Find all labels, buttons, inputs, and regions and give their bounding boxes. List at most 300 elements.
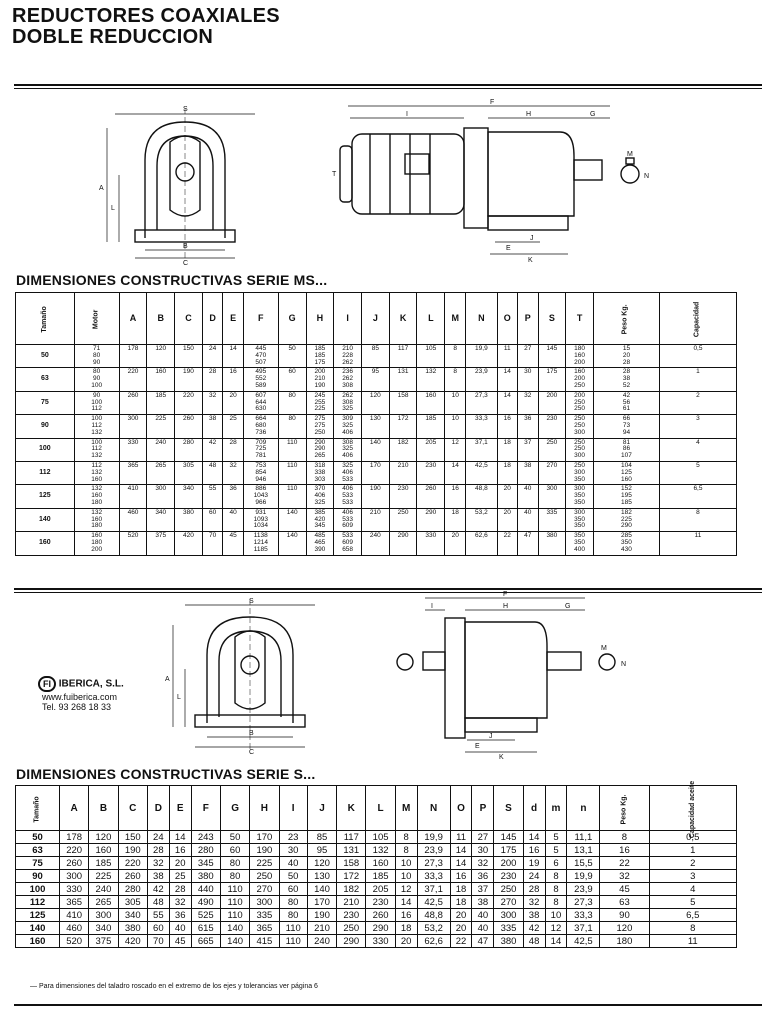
table-cell: 60 — [147, 922, 169, 935]
table-cell: 16 — [450, 870, 472, 883]
table-cell: 440 — [191, 883, 220, 896]
table-cell: 190 — [175, 368, 203, 391]
column-header: E — [223, 293, 243, 345]
table-cell: 38 — [523, 909, 545, 922]
column-header: Capacidad — [659, 293, 736, 345]
table-cell: 533 609 658 — [334, 532, 362, 555]
table-cell: 90 — [16, 415, 75, 438]
table-cell: 66 73 94 — [593, 415, 659, 438]
table-row — [16, 896, 737, 909]
table-cell: 172 — [337, 870, 366, 883]
table-cell: 305 — [175, 461, 203, 484]
table-cell: 0,5 — [649, 831, 737, 844]
table-cell: 190 — [307, 909, 336, 922]
table-row — [16, 415, 737, 438]
table-cell: 95 — [361, 368, 389, 391]
table-cell: 19,9 — [466, 345, 497, 368]
table-cell: 150 — [175, 345, 203, 368]
table-cell: 32 — [518, 391, 538, 414]
table-cell: 53,2 — [417, 922, 450, 935]
table-cell: 290 — [337, 935, 366, 948]
ms-section-title: DIMENSIONES CONSTRUCTIVAS SERIE MS... — [16, 272, 328, 288]
table-cell: 140 — [16, 922, 60, 935]
table-cell: 140 — [361, 438, 389, 461]
table-cell: 50 — [16, 345, 75, 368]
table-cell: 158 — [337, 857, 366, 870]
table-cell: 32 — [523, 896, 545, 909]
table-cell: 365 — [250, 922, 279, 935]
table-cell: 16 — [395, 909, 417, 922]
table-cell: 8 — [445, 368, 466, 391]
table-cell: 415 — [250, 935, 279, 948]
table-cell: 30 — [279, 844, 307, 857]
table-cell: 0,5 — [659, 345, 736, 368]
column-header: K — [389, 293, 417, 345]
table-row — [16, 909, 737, 922]
table-cell: 90 — [600, 909, 649, 922]
table-cell: 406 533 533 — [334, 485, 362, 508]
table-row — [16, 870, 737, 883]
column-header: T — [566, 293, 594, 345]
column-header: F — [191, 786, 220, 831]
table-cell: 105 — [366, 831, 395, 844]
table-cell: 42 — [147, 883, 169, 896]
table-cell: 15,5 — [567, 857, 600, 870]
table-cell: 170 — [250, 831, 279, 844]
table-cell: 131 — [389, 368, 417, 391]
table-cell: 11 — [659, 532, 736, 555]
table-cell: 38 — [147, 870, 169, 883]
dim-label: J — [530, 235, 534, 242]
table-cell: 62,6 — [417, 935, 450, 948]
dim-label: H — [526, 111, 532, 118]
table-cell: 185 — [366, 870, 395, 883]
table-cell: 182 — [389, 438, 417, 461]
table-cell: 75 — [16, 857, 60, 870]
column-header: O — [497, 293, 517, 345]
table-cell: 90 100 112 — [74, 391, 119, 414]
table-cell: 485 465 390 — [306, 532, 334, 555]
table-cell: 270 — [538, 461, 566, 484]
table-cell: 182 225 290 — [593, 508, 659, 531]
table-cell: 48,8 — [466, 485, 497, 508]
table-cell: 185 — [147, 391, 175, 414]
table-row — [16, 508, 737, 531]
table-cell: 225 — [89, 870, 118, 883]
table-cell: 225 — [147, 415, 175, 438]
table-cell: 160 — [147, 368, 175, 391]
table-cell: 132 — [366, 844, 395, 857]
table-cell: 150 — [118, 831, 147, 844]
table-cell: 130 — [361, 415, 389, 438]
table-cell: 340 — [175, 485, 203, 508]
table-cell: 230 — [389, 485, 417, 508]
table-cell: 110 — [220, 896, 249, 909]
table-cell: 6 — [545, 857, 567, 870]
table-cell: 520 — [119, 532, 147, 555]
s-front-view-drawing — [165, 595, 325, 755]
column-header: S — [538, 293, 566, 345]
table-cell: 160 — [16, 935, 60, 948]
table-cell: 110 — [279, 922, 307, 935]
table-cell: 5 — [659, 461, 736, 484]
table-cell: 225 — [250, 857, 279, 870]
table-cell: 125 — [16, 909, 60, 922]
table-cell: 265 — [89, 896, 118, 909]
table-cell: 308 325 406 — [334, 438, 362, 461]
table-cell: 230 — [538, 415, 566, 438]
table-cell: 117 — [389, 345, 417, 368]
dim-label: N — [621, 661, 627, 668]
table-cell: 280 — [191, 844, 220, 857]
column-header: P — [472, 786, 494, 831]
table-cell: 10 — [545, 909, 567, 922]
table-cell: 40 — [472, 909, 494, 922]
table-cell: 10 — [445, 391, 466, 414]
column-header: m — [545, 786, 567, 831]
table-cell: 32 — [169, 896, 191, 909]
dim-label: E — [475, 743, 480, 750]
table-cell: 45 — [600, 883, 649, 896]
dim-label: A — [99, 185, 104, 192]
dim-label: H — [503, 603, 509, 610]
table-cell: 30 — [472, 844, 494, 857]
table-cell: 36 — [169, 909, 191, 922]
table-cell: 200 — [494, 857, 523, 870]
table-row — [16, 438, 737, 461]
table-cell: 13,1 — [567, 844, 600, 857]
table-cell: 23 — [279, 831, 307, 844]
table-cell: 23,9 — [567, 883, 600, 896]
table-cell: 520 — [60, 935, 89, 948]
table-row — [16, 532, 737, 555]
table-cell: 380 — [175, 508, 203, 531]
table-cell: 180 160 200 — [566, 345, 594, 368]
table-cell: 38 — [202, 415, 222, 438]
table-cell: 38 — [518, 461, 538, 484]
table-row — [16, 857, 737, 870]
table-cell: 120 — [307, 857, 336, 870]
table-cell: 140 — [307, 883, 336, 896]
table-cell: 410 — [119, 485, 147, 508]
column-header: B — [147, 293, 175, 345]
table-cell: 80 — [278, 391, 306, 414]
table-cell: 158 — [389, 391, 417, 414]
table-cell: 190 — [250, 844, 279, 857]
table-cell: 40 — [279, 857, 307, 870]
table-cell: 365 — [60, 896, 89, 909]
column-header: B — [89, 786, 118, 831]
table-cell: 220 — [118, 857, 147, 870]
table-cell: 290 — [417, 508, 445, 531]
table-cell: 300 — [119, 415, 147, 438]
table-cell: 105 — [417, 345, 445, 368]
table-cell: 28 — [169, 883, 191, 896]
table-cell: 14 — [223, 345, 243, 368]
table-cell: 110 — [278, 438, 306, 461]
table-row — [16, 922, 737, 935]
table-cell: 27,3 — [417, 857, 450, 870]
dim-label: M — [601, 645, 607, 652]
table-cell: 8 — [445, 345, 466, 368]
table-cell: 2 — [659, 391, 736, 414]
table-cell: 160 — [366, 857, 395, 870]
table-cell: 5 — [649, 896, 737, 909]
table-cell: 270 — [250, 883, 279, 896]
table-cell: 525 — [191, 909, 220, 922]
table-cell: 16 — [445, 485, 466, 508]
table-cell: 110 — [278, 461, 306, 484]
table-cell: 250 — [494, 883, 523, 896]
table-cell: 380 — [538, 532, 566, 555]
table-cell: 300 — [538, 485, 566, 508]
table-cell: 28 38 52 — [593, 368, 659, 391]
table-cell: 335 — [494, 922, 523, 935]
table-row — [16, 831, 737, 844]
table-cell: 260 — [118, 870, 147, 883]
table-cell: 178 — [60, 831, 89, 844]
table-cell: 250 300 350 — [566, 461, 594, 484]
table-cell: 340 — [118, 909, 147, 922]
title-line-1: REDUCTORES COAXIALES — [12, 5, 280, 27]
dim-label: I — [406, 111, 408, 118]
table-cell: 886 1043 966 — [243, 485, 278, 508]
table-cell: 300 350 350 — [566, 485, 594, 508]
table-cell: 140 — [16, 508, 75, 531]
table-cell: 1138 1214 1185 — [243, 532, 278, 555]
column-header: D — [202, 293, 222, 345]
column-header: A — [60, 786, 89, 831]
table-cell: 370 406 325 — [306, 485, 334, 508]
table-cell: 185 — [417, 415, 445, 438]
company-website[interactable]: www.fuiberica.com — [42, 692, 118, 702]
table-cell: 131 — [337, 844, 366, 857]
table-cell: 14 — [523, 831, 545, 844]
table-cell: 345 — [191, 857, 220, 870]
table-cell: 250 250 300 — [566, 415, 594, 438]
column-header: E — [169, 786, 191, 831]
table-cell: 220 — [60, 844, 89, 857]
dim-label: M — [627, 151, 633, 158]
dim-label: K — [499, 754, 504, 760]
table-cell: 22 — [497, 532, 517, 555]
table-cell: 170 — [361, 461, 389, 484]
table-cell: 28 — [202, 368, 222, 391]
table-cell: 8 — [545, 896, 567, 909]
table-cell: 3 — [649, 870, 737, 883]
dim-label: C — [249, 749, 255, 755]
column-header: d — [523, 786, 545, 831]
table-cell: 4 — [649, 883, 737, 896]
table-cell: 1 — [649, 844, 737, 857]
table-cell: 95 — [307, 844, 336, 857]
table-cell: 47 — [472, 935, 494, 948]
table-cell: 210 — [307, 922, 336, 935]
table-row — [16, 368, 737, 391]
table-cell: 300 — [60, 870, 89, 883]
column-header: I — [279, 786, 307, 831]
table-cell: 10 — [395, 857, 417, 870]
table-cell: 12 — [445, 438, 466, 461]
table-cell: 300 — [494, 909, 523, 922]
table-cell: 70 — [202, 532, 222, 555]
table-cell: 2 — [649, 857, 737, 870]
table-cell: 28 — [523, 883, 545, 896]
dim-label: T — [332, 171, 337, 178]
table-cell: 100 — [16, 438, 75, 461]
table-cell: 20 — [450, 909, 472, 922]
table-cell: 53,2 — [466, 508, 497, 531]
table-cell: 420 — [175, 532, 203, 555]
table-cell: 120 — [361, 391, 389, 414]
table-cell: 90 — [16, 870, 60, 883]
table-cell: 100 112 132 — [74, 438, 119, 461]
table-cell: 120 — [89, 831, 118, 844]
table-cell: 1 — [659, 368, 736, 391]
dim-label: F — [490, 99, 495, 106]
table-cell: 14 — [395, 896, 417, 909]
table-cell: 210 — [361, 508, 389, 531]
table-cell: 175 — [494, 844, 523, 857]
table-cell: 33,3 — [567, 909, 600, 922]
table-cell: 250 — [538, 438, 566, 461]
table-cell: 6,5 — [649, 909, 737, 922]
table-cell: 63 — [600, 896, 649, 909]
table-cell: 490 — [191, 896, 220, 909]
table-cell: 125 — [16, 485, 75, 508]
table-cell: 380 — [191, 870, 220, 883]
column-header: H — [250, 786, 279, 831]
table-cell: 55 — [202, 485, 222, 508]
column-header: Motor — [74, 293, 119, 345]
table-cell: 110 — [279, 935, 307, 948]
dim-label: F — [503, 591, 508, 598]
table-cell: 32 — [202, 391, 222, 414]
table-cell: 11 — [497, 345, 517, 368]
table-cell: 50 — [220, 831, 249, 844]
table-cell: 16 — [169, 844, 191, 857]
table-cell: 14 — [497, 368, 517, 391]
column-header: G — [278, 293, 306, 345]
table-cell: 40 — [518, 508, 538, 531]
table-cell: 460 — [119, 508, 147, 531]
table-cell: 14 — [545, 935, 567, 948]
table-cell: 20 — [445, 532, 466, 555]
column-header: K — [337, 786, 366, 831]
dim-label: S — [183, 106, 188, 113]
table-cell: 385 420 345 — [306, 508, 334, 531]
table-cell: 27,3 — [466, 391, 497, 414]
table-cell: 182 — [337, 883, 366, 896]
table-cell: 19,9 — [417, 831, 450, 844]
column-header: I — [334, 293, 362, 345]
table-cell: 290 — [389, 532, 417, 555]
table-cell: 36 — [223, 485, 243, 508]
company-logo-mark: FI — [38, 676, 56, 692]
table-header-row — [16, 293, 737, 345]
table-cell: 47 — [518, 532, 538, 555]
table-cell: 210 — [337, 896, 366, 909]
table-cell: 8 — [395, 831, 417, 844]
table-cell: 406 533 609 — [334, 508, 362, 531]
table-cell: 37,1 — [567, 922, 600, 935]
table-cell: 28 — [223, 438, 243, 461]
table-cell: 240 — [361, 532, 389, 555]
table-row — [16, 935, 737, 948]
table-cell: 200 250 250 — [566, 391, 594, 414]
table-cell: 12 — [395, 883, 417, 896]
ms-front-view-drawing — [95, 100, 265, 265]
table-cell: 664 680 736 — [243, 415, 278, 438]
column-header: Tamaño — [16, 786, 60, 831]
top-rule — [14, 84, 762, 89]
table-cell: 250 — [389, 508, 417, 531]
column-header: O — [450, 786, 472, 831]
table-cell: 32 — [472, 857, 494, 870]
table-cell: 42 — [523, 922, 545, 935]
table-cell: 63 — [16, 844, 60, 857]
table-cell: 14 — [450, 844, 472, 857]
table-cell: 375 — [147, 532, 175, 555]
table-cell: 290 290 265 — [306, 438, 334, 461]
table-row — [16, 883, 737, 896]
dim-label: N — [644, 173, 650, 180]
table-cell: 23,9 — [417, 844, 450, 857]
table-cell: 22 — [450, 935, 472, 948]
title-line-2: DOBLE REDUCCION — [12, 26, 214, 48]
table-cell: 85 — [307, 831, 336, 844]
table-cell: 8 — [649, 922, 737, 935]
table-cell: 280 — [118, 883, 147, 896]
table-cell: 20 — [497, 485, 517, 508]
column-header: L — [417, 293, 445, 345]
dim-label: B — [249, 730, 254, 737]
table-cell: 8 — [600, 831, 649, 844]
column-header: A — [119, 293, 147, 345]
table-cell: 615 — [191, 922, 220, 935]
table-cell: 11,1 — [567, 831, 600, 844]
table-cell: 10 — [445, 415, 466, 438]
dim-label: G — [565, 603, 571, 610]
table-cell: 265 — [147, 461, 175, 484]
table-cell: 45 — [223, 532, 243, 555]
table-cell: 20 — [497, 508, 517, 531]
table-cell: 160 — [16, 532, 75, 555]
table-cell: 42 56 61 — [593, 391, 659, 414]
table-cell: 8 — [395, 844, 417, 857]
table-cell: 178 — [119, 345, 147, 368]
table-cell: 20 — [169, 857, 191, 870]
table-cell: 210 228 262 — [334, 345, 362, 368]
table-cell: 420 — [118, 935, 147, 948]
table-cell: 14 — [497, 391, 517, 414]
table-cell: 36 — [518, 415, 538, 438]
table-cell: 140 — [278, 508, 306, 531]
table-cell: 318 338 303 — [306, 461, 334, 484]
table-cell: 130 — [307, 870, 336, 883]
table-cell: 280 — [175, 438, 203, 461]
table-cell: 495 552 589 — [243, 368, 278, 391]
table-cell: 309 325 406 — [334, 415, 362, 438]
table-cell: 100 112 132 — [74, 415, 119, 438]
column-header: Tamaño — [16, 293, 75, 345]
table-cell: 335 — [250, 909, 279, 922]
table-cell: 42,5 — [567, 935, 600, 948]
table-cell: 14 — [450, 857, 472, 870]
table-cell: 350 350 400 — [566, 532, 594, 555]
table-cell: 145 — [494, 831, 523, 844]
table-cell: 120 — [147, 345, 175, 368]
